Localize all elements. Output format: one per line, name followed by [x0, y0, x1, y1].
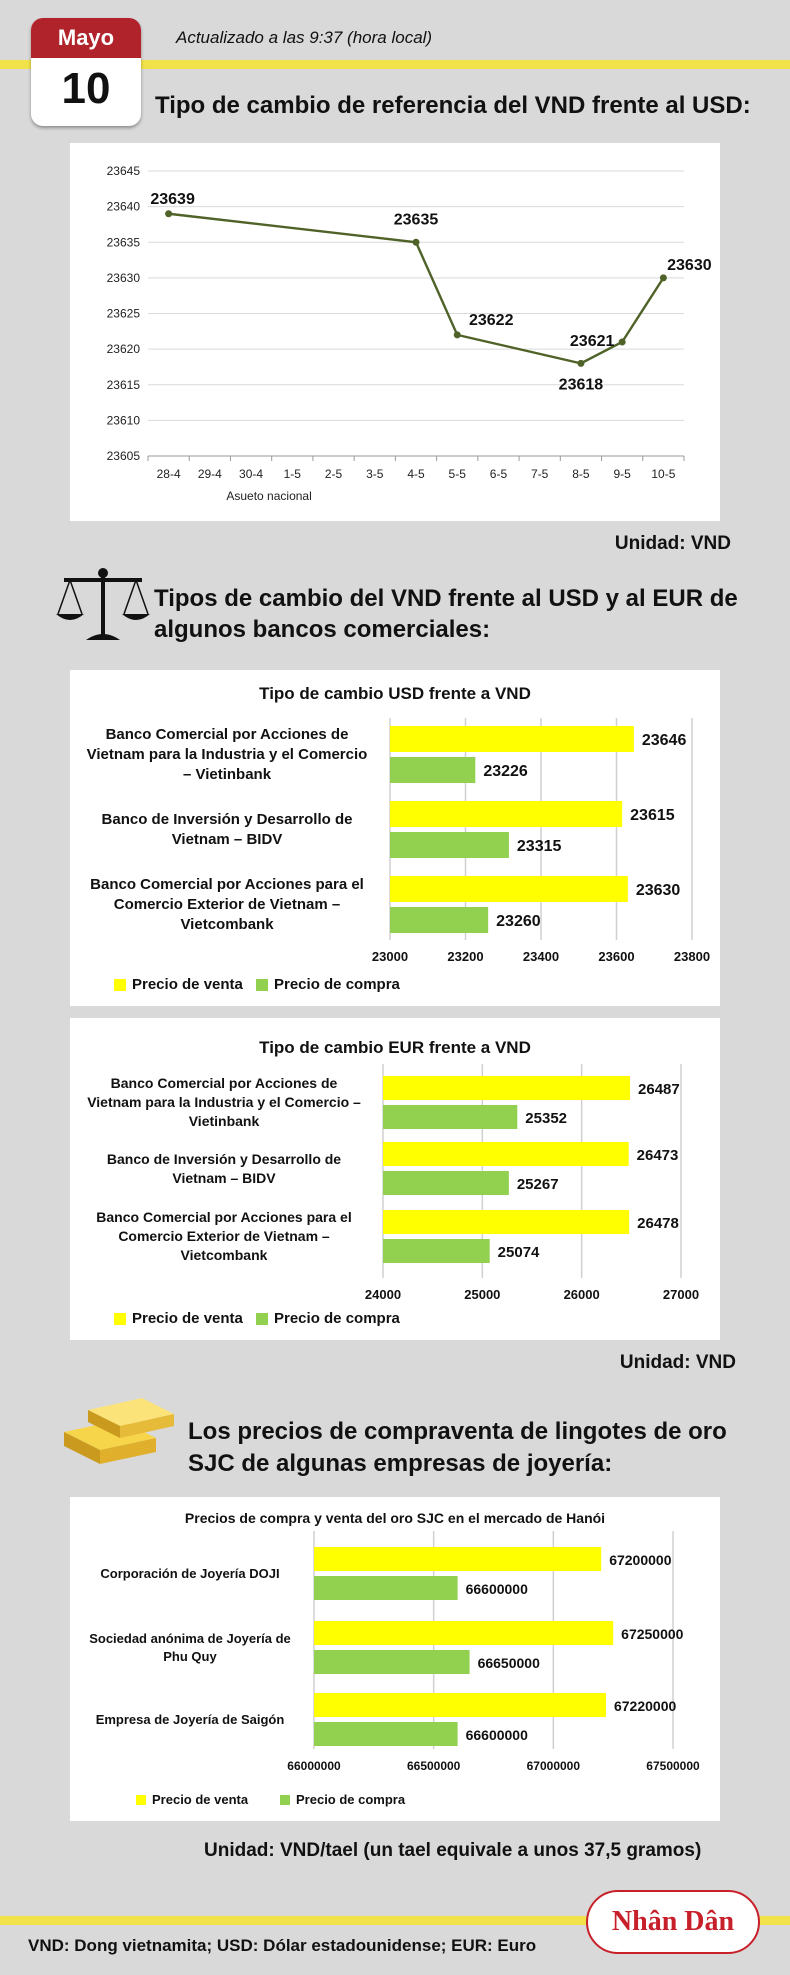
x-tick-label: 7-5: [531, 467, 549, 481]
y-tick-label: 23605: [106, 449, 140, 463]
updated-time: Actualizado a las 9:37 (hora local): [176, 28, 433, 47]
bar-value-label: 26487: [638, 1081, 680, 1098]
x-tick-label: 27000: [662, 1287, 700, 1302]
bar-sell: [314, 1547, 601, 1571]
x-tick-label: 5-5: [448, 467, 466, 481]
category-label-line: Banco Comercial por Acciones para el: [96, 1209, 352, 1225]
bar-buy: [383, 1239, 490, 1263]
x-tick-label: 1-5: [283, 467, 301, 481]
x-tick-label: 26000: [563, 1287, 600, 1302]
bar-value-label: 26478: [637, 1215, 679, 1232]
category-label-line: Comercio Exterior de Vietnam –: [118, 1228, 330, 1244]
x-tick-label: 10-5: [651, 467, 676, 481]
balance-scale-icon: [56, 566, 150, 655]
x-tick-label: 28-4: [156, 467, 181, 481]
bar-value-label: 67250000: [621, 1626, 684, 1642]
bar-value-label: 67200000: [609, 1552, 672, 1568]
category-label-line: Banco Comercial por Acciones de: [110, 1075, 338, 1091]
bar-sell: [383, 1076, 630, 1100]
y-tick-label: 23625: [106, 306, 140, 321]
x-tick-label: 2-5: [324, 467, 343, 481]
bar-value-label: 25267: [516, 1176, 559, 1193]
data-point: [660, 274, 667, 281]
bar-value-label: 23226: [483, 763, 528, 780]
usd-bar-chart: [70, 670, 720, 1006]
bar-value-label: 23615: [630, 807, 675, 824]
bar-value-label: 26473: [636, 1147, 679, 1164]
section3-title-line2: SJC de algunas empresas de joyería:: [188, 1450, 613, 1477]
gold-legend-buy: Precio de compra: [280, 1792, 405, 1807]
bar-sell: [383, 1210, 629, 1234]
bar-value-label: 23260: [496, 913, 541, 930]
category-label-line: Banco de Inversión y Desarrollo de: [101, 810, 353, 828]
x-tick-label: 23800: [673, 949, 711, 964]
x-tick-label: 67500000: [646, 1759, 700, 1773]
bar-value-label: 25352: [525, 1110, 568, 1127]
eur-chart-title: Tipo de cambio EUR frente a VND: [259, 1038, 531, 1057]
bar-buy: [390, 757, 475, 783]
bar-buy: [314, 1650, 470, 1674]
category-label-line: Corporación de Joyería DOJI: [100, 1565, 280, 1581]
x-tick-label: 4-5: [407, 467, 425, 481]
y-tick-label: 23635: [106, 235, 140, 250]
x-tick-label: 66500000: [406, 1759, 461, 1773]
category-label-line: Vietcombank: [180, 915, 274, 933]
data-label: 23630: [667, 256, 712, 274]
section1-unit: Unidad: VND: [614, 533, 731, 554]
category-label-line: – Vietinbank: [182, 765, 272, 783]
x-tick-label: 8-5: [572, 467, 590, 481]
bar-sell: [383, 1142, 629, 1166]
bar-buy: [314, 1722, 458, 1746]
x-tick-label: 6-5: [489, 467, 508, 481]
category-label-line: Comercio Exterior de Vietnam –: [113, 895, 341, 913]
category-label-line: Sociedad anónima de Joyería de: [89, 1630, 291, 1646]
category-label-line: Vietnam – BIDV: [171, 830, 283, 848]
gold-chart-title: Precios de compra y venta del oro SJC en el mercado de Hanói: [184, 1510, 606, 1526]
data-label: 23622: [468, 311, 514, 329]
gold-bars-icon: [58, 1392, 178, 1473]
x-tick-label: 66000000: [287, 1759, 341, 1773]
bar-sell: [314, 1621, 613, 1645]
usd-legend-buy: Precio de compra: [256, 976, 400, 993]
x-tick-label: 9-5: [613, 467, 631, 481]
category-label-line: Vietnam – BIDV: [172, 1169, 276, 1186]
data-label: 23621: [569, 333, 615, 350]
usd-chart-title: Tipo de cambio USD frente a VND: [259, 684, 531, 703]
bar-value-label: 66600000: [465, 1581, 528, 1597]
line-chart-panel: [70, 143, 720, 521]
data-label: 23635: [393, 211, 439, 229]
bar-sell: [390, 726, 634, 752]
bar-sell: [390, 876, 628, 902]
section2-title-line2: algunos bancos comerciales:: [154, 616, 491, 643]
bar-buy: [383, 1105, 517, 1129]
y-tick-label: 23645: [106, 164, 140, 178]
x-tick-label: 67000000: [526, 1759, 581, 1773]
bar-sell: [390, 801, 622, 827]
category-label-line: Banco de Inversión y Desarrollo de: [106, 1150, 342, 1167]
gold-legend-sell: Precio de venta: [136, 1792, 248, 1807]
annotation-label: Asueto nacional: [226, 489, 312, 503]
eur-bar-chart-panel: [70, 1018, 720, 1340]
usd-bar-chart-panel: [70, 670, 720, 1006]
eur-legend-sell: Precio de venta: [114, 1310, 243, 1327]
gold-bar-chart-panel: [70, 1497, 720, 1821]
category-label-line: Vietcombank: [180, 1247, 268, 1263]
x-tick-label: 29-4: [197, 467, 222, 481]
x-tick-label: 23200: [447, 949, 484, 964]
x-tick-label: 25000: [464, 1287, 501, 1302]
x-tick-label: 30-4: [239, 467, 264, 481]
y-tick-label: 23610: [106, 413, 140, 428]
bar-buy: [383, 1171, 509, 1195]
x-tick-label: 24000: [364, 1287, 402, 1302]
x-tick-label: 23600: [598, 949, 635, 964]
bar-value-label: 23630: [635, 882, 681, 899]
category-label-line: Vietinbank: [188, 1113, 260, 1129]
section2-title-line1: Tipos de cambio del VND frente al USD y al EUR de: [154, 585, 738, 612]
category-label-line: Phu Quy: [163, 1648, 217, 1664]
y-tick-label: 23620: [106, 342, 140, 357]
bar-value-label: 66600000: [465, 1727, 528, 1743]
line-chart: [70, 143, 720, 521]
category-label-line: Empresa de Joyería de Saigón: [95, 1711, 285, 1727]
category-label-line: Vietnam para la Industria y el Comercio: [86, 745, 368, 763]
data-point: [165, 210, 172, 217]
section3-unit: Unidad: VND/tael (un tael equivale a unos 37,5 gramos): [204, 1840, 702, 1861]
bar-buy: [314, 1576, 458, 1600]
gold-bar-chart: [70, 1497, 720, 1821]
usd-legend-sell: Precio de venta: [114, 976, 243, 993]
category-label-line: Banco Comercial por Acciones para el: [90, 875, 364, 893]
data-label: 23618: [558, 376, 604, 394]
calendar-day: 10: [61, 64, 111, 113]
category-label-line: Banco Comercial por Acciones de: [105, 725, 349, 743]
calendar-icon: [31, 18, 141, 126]
data-label: 23639: [150, 190, 195, 208]
footer-note: VND: Dong vietnamita; USD: Dólar estadounidense; EUR: Euro: [28, 1936, 537, 1955]
bar-buy: [390, 832, 509, 858]
nhan-dan-logo: Nhân Dân: [586, 1890, 760, 1954]
bar-value-label: 23315: [516, 838, 562, 855]
bar-value-label: 23646: [641, 732, 687, 749]
bar-buy: [390, 907, 488, 933]
data-point: [413, 239, 420, 246]
section2-unit: Unidad: VND: [619, 1352, 736, 1373]
data-point: [577, 360, 584, 367]
y-tick-label: 23615: [106, 377, 140, 392]
eur-bar-chart: [70, 1018, 720, 1340]
section3-title-line1: Los precios de compraventa de lingotes de oro: [188, 1418, 727, 1445]
bar-sell: [314, 1693, 606, 1717]
y-tick-label: 23640: [106, 199, 140, 214]
bar-value-label: 66650000: [477, 1655, 540, 1671]
category-label-line: Vietnam para la Industria y el Comercio –: [87, 1094, 361, 1110]
x-tick-label: 23000: [371, 949, 409, 964]
data-point: [454, 331, 461, 338]
data-point: [619, 339, 626, 346]
x-tick-label: 23400: [522, 949, 560, 964]
bar-value-label: 67220000: [613, 1698, 677, 1714]
y-tick-label: 23630: [106, 270, 140, 285]
bar-value-label: 25074: [497, 1244, 540, 1261]
calendar-month: Mayo: [31, 18, 141, 58]
eur-legend-buy: Precio de compra: [256, 1310, 400, 1327]
x-tick-label: 3-5: [366, 467, 384, 481]
section1-title: Tipo de cambio de referencia del VND frente al USD:: [155, 92, 751, 119]
